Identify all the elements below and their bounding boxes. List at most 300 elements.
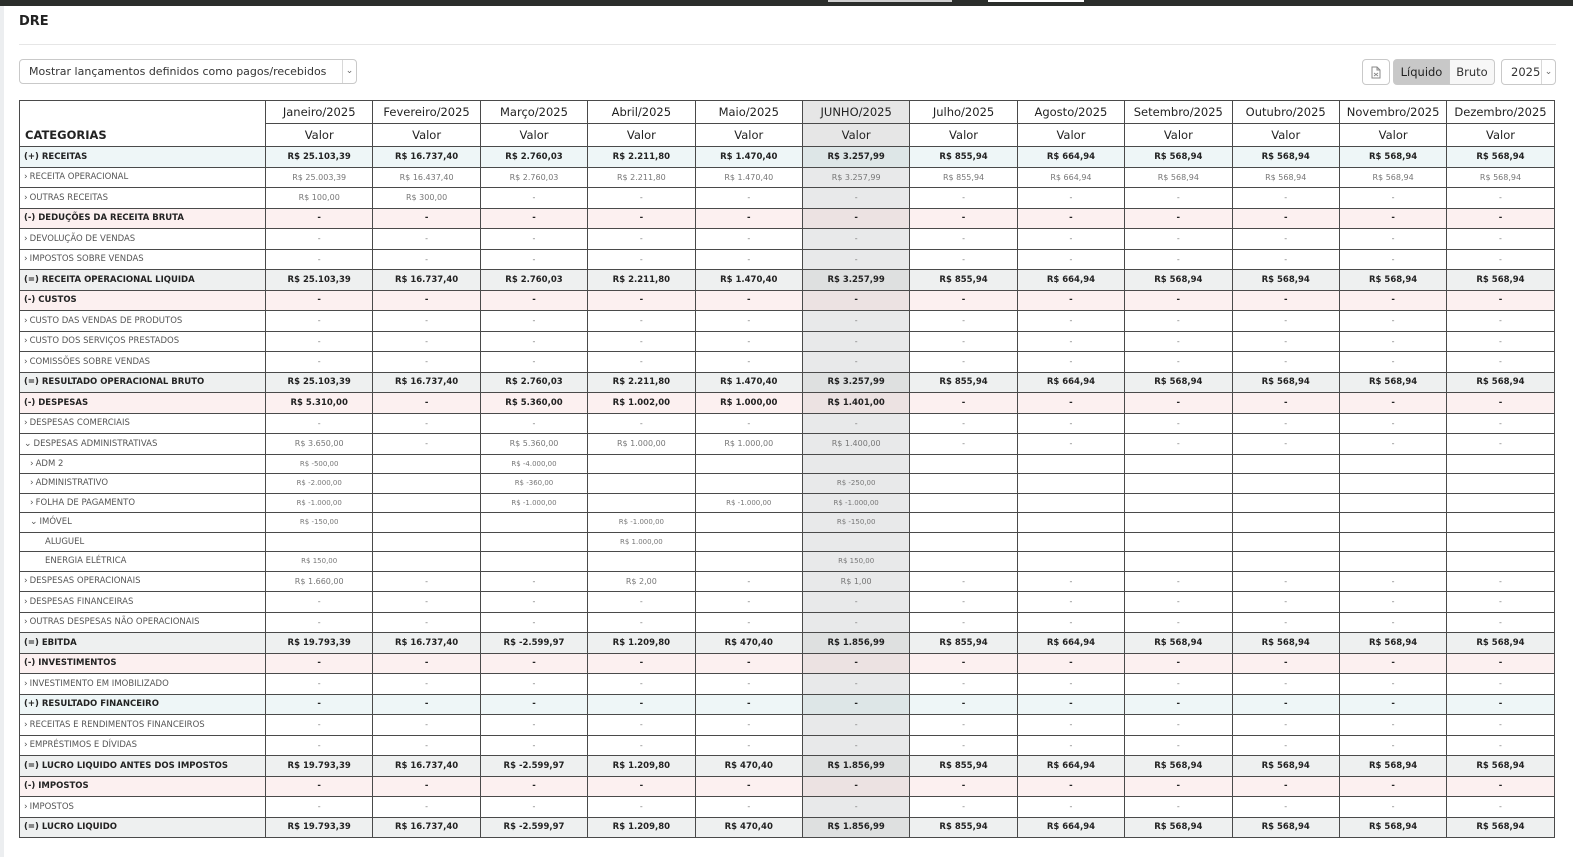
- value-cell: -: [1125, 413, 1232, 434]
- value-cell: -: [1339, 735, 1446, 756]
- category-label-cell[interactable]: [20, 167, 266, 188]
- value-cell: [910, 493, 1017, 513]
- dre-category-row[interactable]: [20, 735, 1555, 756]
- value-cell: [1232, 474, 1339, 494]
- value-cell: -: [266, 592, 373, 613]
- value-cell: -: [695, 249, 802, 270]
- value-cell: -: [695, 229, 802, 250]
- value-cell: -: [373, 776, 480, 797]
- value-cell: R$ 568,94: [1232, 756, 1339, 777]
- dre-group-row: [20, 694, 1555, 715]
- value-cell: -: [1125, 797, 1232, 818]
- category-label-cell[interactable]: [20, 513, 266, 533]
- value-cell: -: [1447, 571, 1554, 592]
- value-cell: R$ 19.793,39: [266, 633, 373, 654]
- value-cell: -: [1447, 311, 1554, 332]
- category-label: CUSTO DAS VENDAS DE PRODUTOS: [29, 315, 183, 326]
- value-cell: [373, 532, 480, 552]
- chevron-right-icon[interactable]: ›: [30, 478, 34, 489]
- chevron-right-icon[interactable]: ›: [24, 336, 28, 347]
- dre-category-row[interactable]: [20, 249, 1555, 270]
- value-header: Valor: [1339, 124, 1446, 147]
- dre-category-row[interactable]: [20, 413, 1555, 434]
- value-cell: -: [1339, 290, 1446, 311]
- dre-category-row[interactable]: [20, 331, 1555, 352]
- value-cell: -: [1017, 776, 1124, 797]
- value-cell: -: [1125, 188, 1232, 209]
- value-cell: -: [1125, 694, 1232, 715]
- category-label-cell: [20, 147, 266, 168]
- category-label-cell[interactable]: [20, 797, 266, 818]
- value-cell: R$ 1.470,40: [695, 147, 802, 168]
- category-label: DESPESAS OPERACIONAIS: [29, 576, 141, 587]
- value-cell: -: [1232, 797, 1339, 818]
- value-cell: -: [373, 592, 480, 613]
- category-label: DESPESAS FINANCEIRAS: [29, 596, 134, 607]
- value-cell: -: [910, 694, 1017, 715]
- value-cell: -: [802, 229, 909, 250]
- value-cell: [910, 474, 1017, 494]
- value-cell: -: [1232, 331, 1339, 352]
- value-cell: -: [373, 797, 480, 818]
- value-cell: R$ 16.437,40: [373, 167, 480, 188]
- category-label-cell[interactable]: [20, 352, 266, 373]
- category-label-cell[interactable]: [20, 331, 266, 352]
- value-cell: -: [1017, 612, 1124, 633]
- chevron-right-icon[interactable]: ›: [24, 172, 28, 183]
- value-cell: -: [695, 592, 802, 613]
- payment-status-filter-select[interactable]: [19, 59, 357, 84]
- value-cell: [1232, 513, 1339, 533]
- value-cell: -: [1447, 715, 1554, 736]
- value-cell: R$ 1.209,80: [588, 817, 695, 838]
- value-cell: -: [910, 331, 1017, 352]
- category-label-cell[interactable]: [20, 188, 266, 209]
- category-label-cell[interactable]: [20, 493, 266, 513]
- category-label-cell: [20, 633, 266, 654]
- value-cell: [373, 454, 480, 474]
- value-cell: -: [695, 188, 802, 209]
- value-cell: -: [1447, 434, 1554, 455]
- value-cell: -: [1017, 352, 1124, 373]
- value-header: Valor: [266, 124, 373, 147]
- value-cell: -: [1339, 694, 1446, 715]
- chevron-right-icon[interactable]: ›: [24, 740, 28, 751]
- value-cell: -: [1017, 674, 1124, 695]
- dre-category-row[interactable]: [20, 454, 1555, 474]
- dre-category-row[interactable]: [20, 167, 1555, 188]
- value-cell: -: [1447, 413, 1554, 434]
- value-cell: -: [1339, 776, 1446, 797]
- category-label: (=) RESULTADO OPERACIONAL BRUTO: [24, 377, 205, 388]
- value-cell: -: [802, 331, 909, 352]
- value-cell: -: [1017, 229, 1124, 250]
- category-label-cell[interactable]: [20, 592, 266, 613]
- value-cell: R$ 25.103,39: [266, 147, 373, 168]
- month-header: Janeiro/2025: [266, 101, 373, 124]
- value-cell: R$ 568,94: [1447, 817, 1554, 838]
- top-bar-tab[interactable]: [828, 0, 952, 2]
- value-cell: -: [266, 674, 373, 695]
- value-cell: -: [1339, 229, 1446, 250]
- top-bar-tab-active[interactable]: [988, 0, 1084, 2]
- value-cell: [1339, 513, 1446, 533]
- category-label: DESPESAS ADMINISTRATIVAS: [33, 438, 158, 449]
- value-cell: R$ 568,94: [1339, 817, 1446, 838]
- value-cell: -: [588, 188, 695, 209]
- value-cell: -: [1017, 208, 1124, 229]
- dre-category-row[interactable]: [20, 188, 1555, 209]
- value-cell: [588, 454, 695, 474]
- value-cell: R$ 25.003,39: [266, 167, 373, 188]
- value-cell: -: [1017, 311, 1124, 332]
- value-cell: -: [588, 592, 695, 613]
- value-cell: -: [480, 352, 587, 373]
- value-cell: -: [1017, 592, 1124, 613]
- category-label: FOLHA DE PAGAMENTO: [35, 497, 136, 508]
- value-cell: [695, 454, 802, 474]
- category-label-cell: [20, 653, 266, 674]
- value-cell: R$ 2,00: [588, 571, 695, 592]
- value-cell: -: [1232, 188, 1339, 209]
- value-cell: R$ 16.737,40: [373, 147, 480, 168]
- value-cell: [588, 474, 695, 494]
- value-cell: [588, 552, 695, 572]
- dre-category-row[interactable]: [20, 674, 1555, 695]
- value-cell: -: [373, 249, 480, 270]
- value-cell: [1339, 552, 1446, 572]
- value-cell: -: [1339, 352, 1446, 373]
- value-cell: R$ 1.400,00: [802, 434, 909, 455]
- value-cell: R$ 855,94: [910, 270, 1017, 291]
- category-label-cell[interactable]: [20, 735, 266, 756]
- category-label: (-) INVESTIMENTOS: [24, 658, 117, 669]
- value-cell: R$ -1.000,00: [802, 493, 909, 513]
- dre-category-row[interactable]: [20, 493, 1555, 513]
- value-cell: [480, 513, 587, 533]
- category-label: (-) DESPESAS: [24, 397, 89, 408]
- value-cell: R$ 1.209,80: [588, 633, 695, 654]
- month-header: Julho/2025: [910, 101, 1017, 124]
- value-cell: -: [1339, 592, 1446, 613]
- value-cell: -: [266, 229, 373, 250]
- month-header: Agosto/2025: [1017, 101, 1124, 124]
- chevron-right-icon[interactable]: ›: [24, 254, 28, 265]
- value-cell: -: [910, 571, 1017, 592]
- value-cell: -: [1447, 331, 1554, 352]
- value-cell: R$ 1.000,00: [695, 393, 802, 414]
- dre-group-row: [20, 633, 1555, 654]
- value-cell: [910, 552, 1017, 572]
- chevron-right-icon[interactable]: ›: [24, 596, 28, 607]
- value-cell: R$ 1.401,00: [802, 393, 909, 414]
- value-cell: R$ 150,00: [802, 552, 909, 572]
- category-label-cell[interactable]: [20, 249, 266, 270]
- value-cell: -: [1339, 413, 1446, 434]
- chevron-right-icon[interactable]: ›: [24, 233, 28, 244]
- value-cell: -: [1339, 208, 1446, 229]
- dre-category-row[interactable]: [20, 592, 1555, 613]
- value-cell: -: [910, 434, 1017, 455]
- value-cell: -: [373, 694, 480, 715]
- value-cell: R$ 664,94: [1017, 372, 1124, 393]
- dre-category-row[interactable]: [20, 434, 1555, 455]
- value-cell: [1017, 532, 1124, 552]
- value-cell: R$ -360,00: [480, 474, 587, 494]
- value-cell: [1125, 474, 1232, 494]
- value-cell: R$ 2.760,03: [480, 372, 587, 393]
- category-label-cell: [20, 776, 266, 797]
- chevron-right-icon[interactable]: ›: [30, 497, 34, 508]
- value-cell: R$ 855,94: [910, 167, 1017, 188]
- value-cell: -: [910, 612, 1017, 633]
- category-label-cell[interactable]: [20, 715, 266, 736]
- value-cell: -: [1339, 674, 1446, 695]
- value-cell: -: [480, 612, 587, 633]
- value-cell: -: [266, 694, 373, 715]
- value-cell: R$ 568,94: [1125, 372, 1232, 393]
- value-cell: -: [1017, 393, 1124, 414]
- category-label-cell[interactable]: [20, 612, 266, 633]
- value-cell: R$ 568,94: [1447, 633, 1554, 654]
- value-cell: -: [480, 776, 587, 797]
- category-label: (-) IMPOSTOS: [24, 781, 89, 792]
- dre-category-row[interactable]: [20, 474, 1555, 494]
- dre-category-row[interactable]: [20, 612, 1555, 633]
- value-cell: -: [802, 612, 909, 633]
- category-label-cell: [20, 270, 266, 291]
- value-cell: -: [1125, 653, 1232, 674]
- category-label-cell[interactable]: [20, 434, 266, 455]
- liquido-toggle-button[interactable]: Líquido: [1393, 59, 1450, 85]
- category-label-cell: [20, 532, 266, 552]
- month-header: Maio/2025: [695, 101, 802, 124]
- category-label-cell[interactable]: [20, 229, 266, 250]
- value-cell: [695, 532, 802, 552]
- value-cell: -: [1447, 592, 1554, 613]
- value-cell: R$ 100,00: [266, 188, 373, 209]
- value-cell: -: [588, 612, 695, 633]
- value-cell: R$ 568,94: [1447, 270, 1554, 291]
- value-cell: -: [266, 612, 373, 633]
- dre-category-row: [20, 552, 1555, 572]
- value-cell: R$ 16.737,40: [373, 817, 480, 838]
- value-cell: [1339, 454, 1446, 474]
- value-cell: R$ 568,94: [1447, 147, 1554, 168]
- value-header: Valor: [910, 124, 1017, 147]
- value-cell: -: [266, 797, 373, 818]
- value-cell: R$ -1.000,00: [695, 493, 802, 513]
- value-cell: -: [695, 290, 802, 311]
- value-cell: -: [588, 413, 695, 434]
- value-cell: R$ -1.000,00: [266, 493, 373, 513]
- category-label: (+) RECEITAS: [24, 151, 88, 162]
- value-header: Valor: [1017, 124, 1124, 147]
- value-cell: -: [588, 352, 695, 373]
- value-cell: R$ -1.000,00: [480, 493, 587, 513]
- value-cell: -: [1339, 249, 1446, 270]
- value-cell: R$ 568,94: [1232, 372, 1339, 393]
- bruto-toggle-button[interactable]: Bruto: [1450, 59, 1495, 85]
- chevron-right-icon[interactable]: ›: [24, 719, 28, 730]
- value-cell: -: [1232, 694, 1339, 715]
- value-cell: R$ 1.002,00: [588, 393, 695, 414]
- value-cell: [588, 493, 695, 513]
- value-cell: -: [266, 331, 373, 352]
- value-cell: -: [1447, 797, 1554, 818]
- category-label: IMÓVEL: [39, 517, 72, 528]
- value-cell: -: [1447, 290, 1554, 311]
- chevron-right-icon[interactable]: ›: [24, 356, 28, 367]
- value-cell: R$ 855,94: [910, 817, 1017, 838]
- value-cell: -: [373, 393, 480, 414]
- chevron-right-icon[interactable]: ›: [30, 458, 34, 469]
- value-cell: R$ 2.211,80: [588, 147, 695, 168]
- chevron-right-icon[interactable]: ›: [24, 801, 28, 812]
- value-cell: -: [480, 229, 587, 250]
- category-label-cell[interactable]: [20, 413, 266, 434]
- value-cell: R$ 2.760,03: [480, 270, 587, 291]
- value-cell: R$ 16.737,40: [373, 756, 480, 777]
- value-cell: -: [588, 797, 695, 818]
- value-cell: R$ 568,94: [1125, 633, 1232, 654]
- month-header: Dezembro/2025: [1447, 101, 1554, 124]
- value-cell: -: [480, 208, 587, 229]
- value-cell: -: [910, 249, 1017, 270]
- value-cell: -: [802, 694, 909, 715]
- value-cell: [910, 532, 1017, 552]
- value-cell: R$ 1.000,00: [695, 434, 802, 455]
- value-cell: -: [266, 208, 373, 229]
- category-label: DEVOLUÇÃO DE VENDAS: [29, 233, 136, 244]
- value-cell: -: [1125, 352, 1232, 373]
- value-cell: R$ 470,40: [695, 756, 802, 777]
- value-cell: R$ -1.000,00: [588, 513, 695, 533]
- category-label-cell: [20, 372, 266, 393]
- value-cell: R$ 1.000,00: [588, 434, 695, 455]
- value-cell: -: [1017, 735, 1124, 756]
- value-cell: -: [802, 674, 909, 695]
- dre-category-row[interactable]: [20, 715, 1555, 736]
- export-button[interactable]: [1362, 59, 1390, 85]
- value-cell: -: [480, 735, 587, 756]
- category-label-cell[interactable]: [20, 454, 266, 474]
- value-cell: -: [588, 674, 695, 695]
- value-cell: R$ 16.737,40: [373, 633, 480, 654]
- value-cell: R$ 2.211,80: [588, 372, 695, 393]
- value-cell: R$ -4.000,00: [480, 454, 587, 474]
- chevron-down-icon[interactable]: ⌄: [30, 517, 38, 528]
- chevron-down-icon: ⌄: [342, 60, 356, 83]
- value-cell: -: [373, 674, 480, 695]
- value-cell: R$ 470,40: [695, 817, 802, 838]
- value-cell: R$ 5.310,00: [266, 393, 373, 414]
- value-cell: -: [1017, 249, 1124, 270]
- value-cell: [802, 532, 909, 552]
- dre-category-row[interactable]: [20, 229, 1555, 250]
- value-cell: R$ 150,00: [266, 552, 373, 572]
- month-header: Outubro/2025: [1232, 101, 1339, 124]
- value-cell: R$ 568,94: [1339, 633, 1446, 654]
- year-select[interactable]: [1501, 59, 1556, 85]
- value-header: Valor: [695, 124, 802, 147]
- value-cell: [695, 552, 802, 572]
- value-cell: -: [1339, 311, 1446, 332]
- value-cell: -: [910, 208, 1017, 229]
- dre-category-row[interactable]: [20, 571, 1555, 592]
- value-cell: -: [802, 653, 909, 674]
- dre-category-row[interactable]: [20, 311, 1555, 332]
- value-cell: -: [588, 653, 695, 674]
- category-label-cell: [20, 290, 266, 311]
- chevron-right-icon[interactable]: ›: [24, 315, 28, 326]
- chevron-right-icon[interactable]: ›: [24, 617, 28, 628]
- category-label-cell[interactable]: [20, 674, 266, 695]
- chevron-right-icon[interactable]: ›: [24, 576, 28, 587]
- month-header: Novembro/2025: [1339, 101, 1446, 124]
- dre-group-row: [20, 270, 1555, 291]
- value-cell: [1017, 474, 1124, 494]
- chevron-down-icon[interactable]: ⌄: [24, 438, 32, 449]
- dre-category-row[interactable]: [20, 352, 1555, 373]
- dre-category-row[interactable]: [20, 797, 1555, 818]
- month-header: JUNHO/2025: [802, 101, 909, 124]
- chevron-down-icon: ⌄: [1541, 60, 1555, 84]
- category-label: INVESTIMENTO EM IMOBILIZADO: [29, 678, 169, 689]
- chevron-right-icon[interactable]: ›: [24, 418, 28, 429]
- value-cell: R$ 568,94: [1339, 270, 1446, 291]
- category-label-cell[interactable]: [20, 474, 266, 494]
- dre-group-row: [20, 290, 1555, 311]
- value-cell: -: [695, 413, 802, 434]
- value-cell: -: [1232, 413, 1339, 434]
- value-cell: -: [588, 229, 695, 250]
- value-cell: -: [1017, 413, 1124, 434]
- value-cell: -: [266, 290, 373, 311]
- value-cell: -: [266, 776, 373, 797]
- value-cell: [373, 513, 480, 533]
- dre-group-row: [20, 208, 1555, 229]
- value-cell: -: [1125, 612, 1232, 633]
- value-cell: R$ -2.599,97: [480, 756, 587, 777]
- value-cell: -: [588, 694, 695, 715]
- chevron-right-icon[interactable]: ›: [24, 192, 28, 203]
- month-header: Setembro/2025: [1125, 101, 1232, 124]
- value-cell: -: [910, 592, 1017, 613]
- value-cell: -: [1232, 229, 1339, 250]
- dre-category-row[interactable]: [20, 513, 1555, 533]
- value-cell: R$ 1.209,80: [588, 756, 695, 777]
- category-label: RECEITA OPERACIONAL: [29, 172, 129, 183]
- value-cell: [1017, 552, 1124, 572]
- value-cell: -: [802, 290, 909, 311]
- value-cell: R$ 2.211,80: [588, 270, 695, 291]
- value-cell: R$ 2.211,80: [588, 167, 695, 188]
- category-label: (-) CUSTOS: [24, 295, 77, 306]
- chevron-right-icon[interactable]: ›: [24, 678, 28, 689]
- value-cell: -: [910, 229, 1017, 250]
- categories-header: CATEGORIAS: [20, 101, 266, 147]
- category-label: OUTRAS RECEITAS: [29, 192, 109, 203]
- value-cell: -: [802, 188, 909, 209]
- category-label-cell[interactable]: [20, 311, 266, 332]
- category-label: (=) RECEITA OPERACIONAL LIQUIDA: [24, 274, 195, 285]
- value-cell: R$ 855,94: [910, 633, 1017, 654]
- value-cell: R$ 568,94: [1447, 756, 1554, 777]
- value-cell: -: [910, 797, 1017, 818]
- category-label-cell[interactable]: [20, 571, 266, 592]
- value-cell: -: [373, 208, 480, 229]
